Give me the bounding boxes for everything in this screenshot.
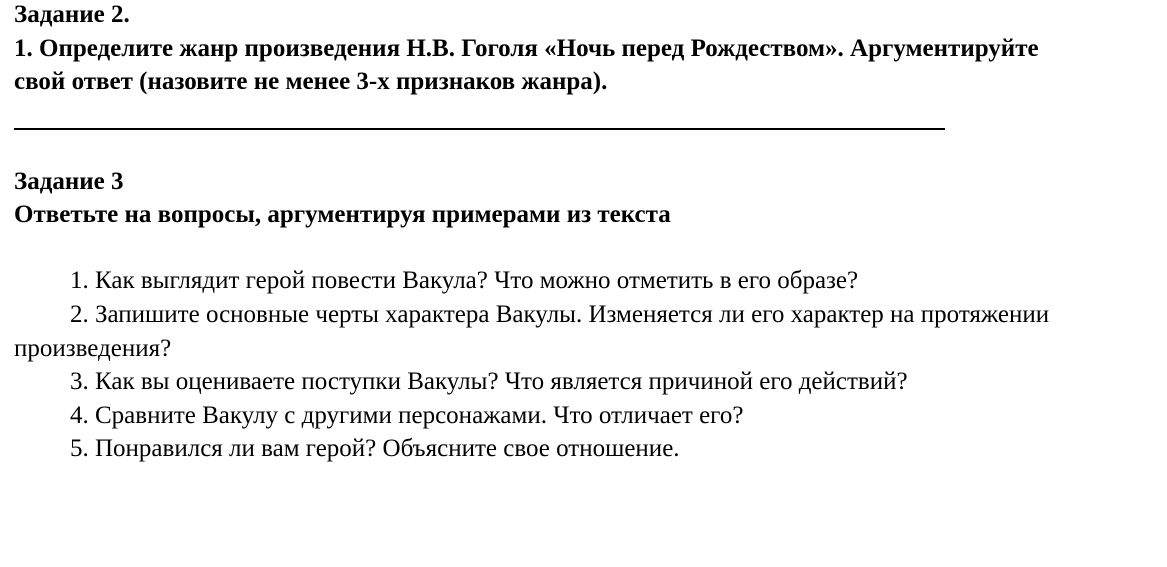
task3-instruction: Ответьте на вопросы, аргументируя примерами из текста [14, 201, 671, 228]
task2-question-line2: свой ответ (назовите не менее 3-х признаков жанра). [14, 68, 608, 95]
task2-heading: Задание 2. [14, 1, 130, 28]
task2-question-line1: 1. Определите жанр произведения Н.В. Гоголя «Ночь перед Рождеством». Аргументируйте [14, 35, 1039, 62]
question-item-5: 5. Понравился ли вам герой? Объясните свое отношение. [70, 435, 680, 462]
question-item-2: 2. Запишите основные черты характера Вакулы. Изменяется ли его характер на протяжении [70, 301, 1050, 328]
question-item-4: 4. Сравните Вакулу с другими персонажами. Что отличает его? [70, 402, 744, 429]
question-item-1: 1. Как выглядит герой повести Вакула? Что можно отметить в его образе? [70, 267, 859, 294]
question-item-3: 3. Как вы оцениваете поступки Вакулы? Что является причиной его действий? [70, 368, 908, 395]
answer-line [14, 128, 945, 130]
task3-heading: Задание 3 [14, 168, 124, 195]
question-item-2-continuation: произведения? [14, 335, 172, 362]
